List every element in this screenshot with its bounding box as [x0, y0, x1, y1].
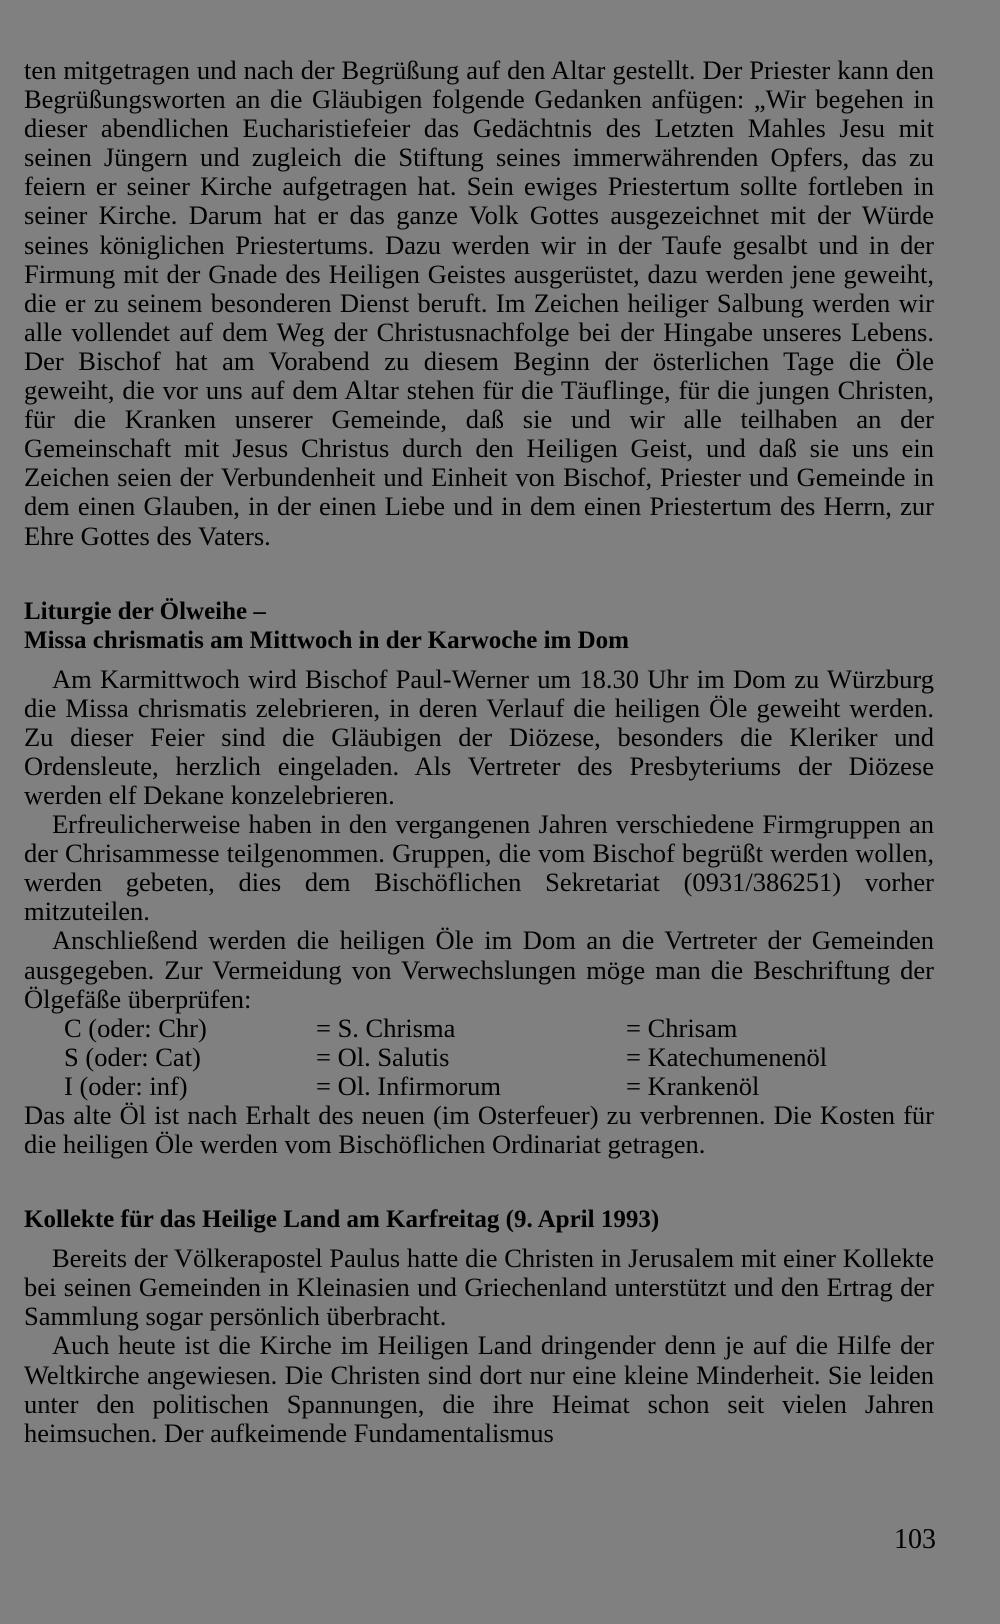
- oil-latin-name: = Ol. Infirmorum: [316, 1070, 501, 1101]
- body-paragraph: Das alte Öl ist nach Erhalt des neuen (im Osterfeuer) zu verbrennen. Die Kosten für die heiligen Öle werden vom Bischöflichen Ordinariat getragen.: [24, 1100, 934, 1160]
- oil-labels-table: [64, 1014, 827, 1101]
- section-heading: Liturgie der Ölweihe –: [24, 597, 266, 625]
- oil-german-name: = Krankenöl: [626, 1070, 760, 1101]
- oil-latin-name: = Ol. Salutis: [316, 1041, 450, 1072]
- oil-german-name: = Chrisam: [626, 1012, 738, 1043]
- section-subheading: Missa chrismatis am Mittwoch in der Karwoche im Dom: [24, 626, 630, 654]
- oil-abbreviation: S (oder: Cat): [64, 1041, 201, 1072]
- oil-abbreviation: C (oder: Chr): [64, 1012, 207, 1043]
- page-body: [24, 56, 934, 1448]
- intro-paragraph: ten mitgetragen und nach der Begrüßung auf den Altar gestellt. Der Priester kann den Begrüßungsworten an die Gläubigen folgende Gedanken anfügen: „Wir begehen in dieser abendlichen Eucharistiefeier das Gedächtnis des Letzten Mahles Jesu mit seinen Jüngern und zugleich die Stiftung seines immerwährenden Opfers, das zu feiern er seiner Kirche aufgetragen hat. Sein ewiges Priestertum sollte fortleben in seiner Kirche. Darum hat er das ganze Volk Gottes ausgezeichnet mit der Würde seines königlichen Priestertums. Dazu werden wir in der Taufe gesalbt und in der Firmung mit der Gnade des Heiligen Geistes ausgerüstet, dazu werden jene geweiht, die er zu seinem besonderen Dienst beruft. Im Zeichen heiliger Salbung werden wir alle vollendet auf dem Weg der Christusnachfolge bei der Hingabe unseres Lebens. Der Bischof hat am Vorabend zu diesem Beginn der österlichen Tage die Öle geweiht, die vor uns auf dem Altar stehen für die Täuflinge, für die jungen Christen, für die Kranken unserer Gemeinde, daß sie und wir alle teilhaben an der Gemeinschaft mit Jesus Christus durch den Heiligen Geist, und daß sie uns ein Zeichen seien der Verbundenheit und Einheit von Bischof, Priester und Gemeinde in dem einen Glauben, in der einen Liebe und in dem einen Priestertum des Herrn, zur Ehre Gottes des Vaters.: [24, 55, 934, 551]
- section-oelweihe: [24, 597, 934, 1160]
- section-kollekte: [24, 1205, 934, 1448]
- table-row: [64, 1072, 827, 1101]
- table-row: [64, 1014, 827, 1043]
- table-row: [64, 1043, 827, 1072]
- body-paragraph: Anschließend werden die heiligen Öle im Dom an die Vertreter der Gemeinden ausgegeben. Zur Vermeidung von Verwechslungen möge man die Beschriftung der Ölgefäße überprüfen:: [24, 925, 934, 1014]
- body-paragraph: Am Karmittwoch wird Bischof Paul-Werner um 18.30 Uhr im Dom zu Würzburg die Missa chrismatis zelebrieren, in deren Verlauf die heiligen Öle geweiht werden. Zu dieser Feier sind die Gläubigen der Diözese, besonders die Kleriker und Ordensleute, herzlich eingeladen. Als Vertreter des Presbyteriums der Diözese werden elf Dekane konzelebrieren.: [24, 663, 934, 810]
- oil-latin-name: = S. Chrisma: [316, 1012, 456, 1043]
- body-paragraph: Bereits der Völkerapostel Paulus hatte die Christen in Jerusalem mit einer Kollekte bei seinen Gemeinden in Kleinasien und Griechenland unterstützt und den Ertrag der Sammlung sogar persönlich überbracht.: [24, 1243, 934, 1332]
- oil-german-name: = Katechumenenöl: [626, 1041, 828, 1072]
- section-spacer: [24, 1159, 934, 1205]
- body-paragraph: Auch heute ist die Kirche im Heiligen Land dringender denn je auf die Hilfe der Weltkirche angewiesen. Die Christen sind dort nur eine kleine Minderheit. Sie leiden unter den politischen Spannungen, die ihre Heimat schon seit vielen Jahren heimsuchen. Der aufkeimende Fundamentalismus: [24, 1330, 934, 1448]
- body-paragraph: Erfreulicherweise haben in den vergangenen Jahren verschiedene Firmgruppen an der Chrisammesse teilgenommen. Gruppen, die vom Bischof begrüßt werden wollen, werden gebeten, dies dem Bischöflichen Sekretariat (0931/386251) vorher mitzuteilen.: [24, 809, 934, 927]
- oil-abbreviation: I (oder: inf): [64, 1070, 188, 1101]
- page-number: 103: [894, 1524, 936, 1555]
- section-heading: Kollekte für das Heilige Land am Karfreitag (9. April 1993): [24, 1206, 660, 1234]
- section-spacer: [24, 551, 934, 597]
